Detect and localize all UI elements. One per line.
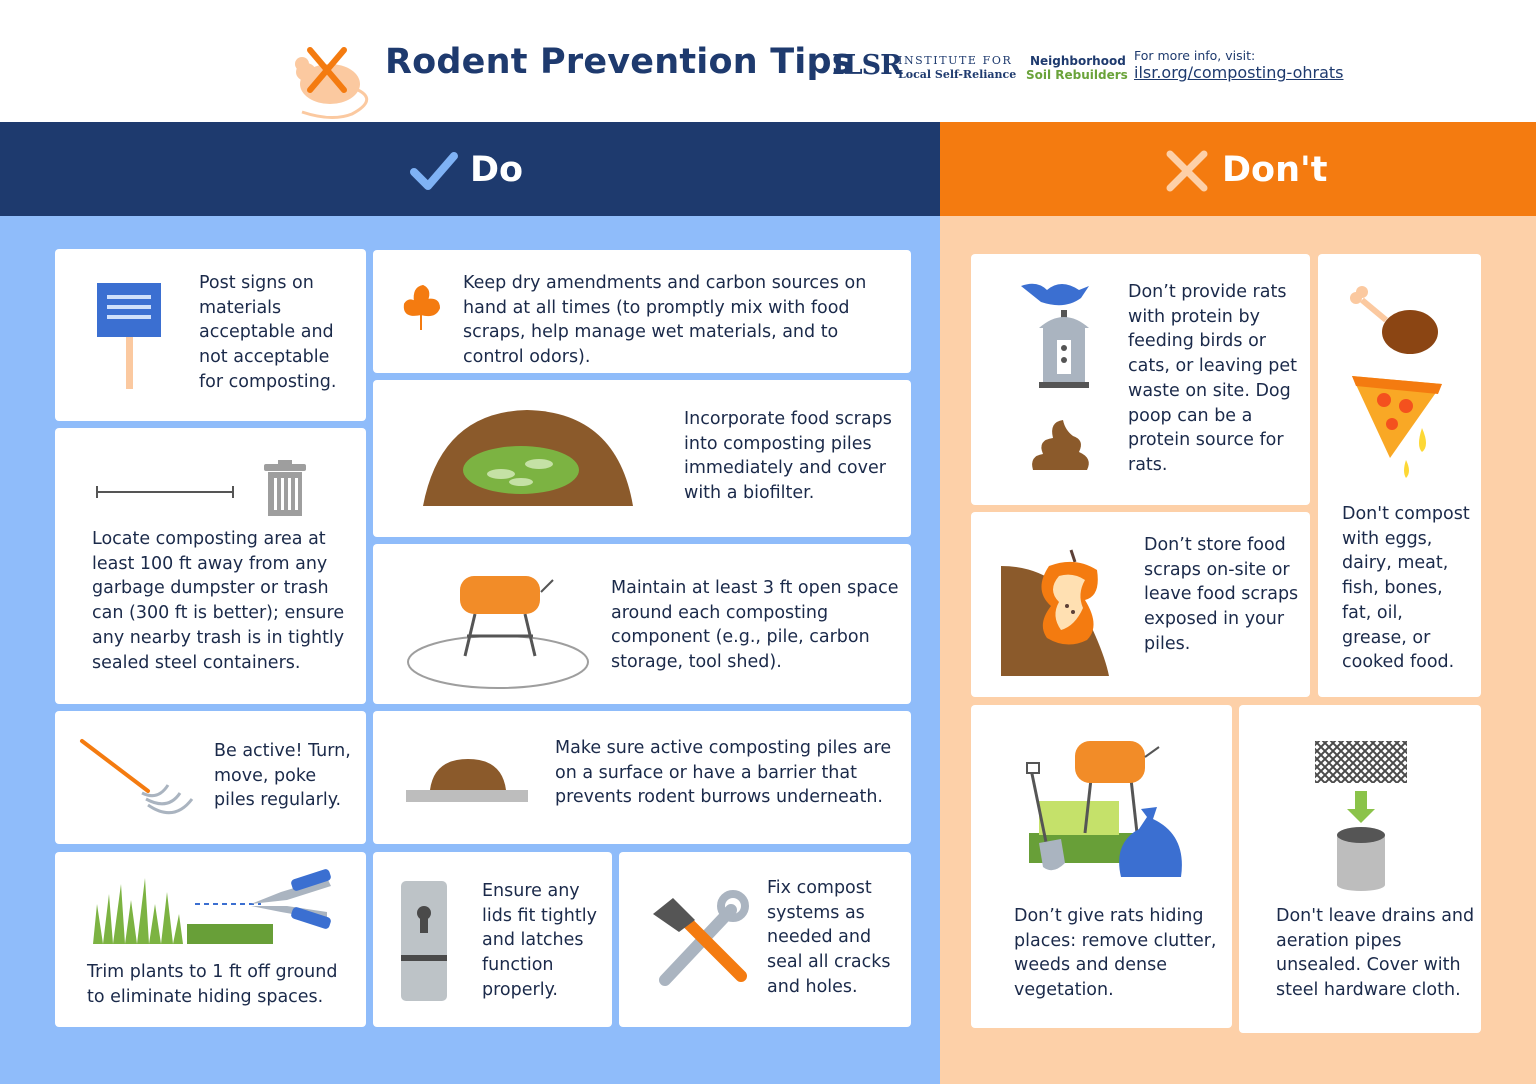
dog-poop-icon bbox=[1029, 416, 1093, 472]
dont-label: Don't bbox=[1222, 150, 1328, 190]
more-info-text: For more info, visit: bbox=[1134, 48, 1256, 63]
tip-text: Keep dry amendments and carbon sources on hand at all times (to promptly mix with food scraps, help manage wet materials, and to control odors). bbox=[463, 273, 867, 368]
tip-card-be-active bbox=[55, 711, 366, 844]
do-label: Do bbox=[470, 150, 524, 190]
distance-line-icon bbox=[95, 485, 235, 499]
compost-tumbler-icon bbox=[405, 572, 595, 692]
tip-card-dry-amendments bbox=[373, 250, 911, 373]
tip-card-no-hiding-places bbox=[971, 705, 1232, 1028]
tools-icon bbox=[649, 892, 749, 992]
ilsr-logo-line1: INSTITUTE FOR bbox=[898, 54, 1013, 67]
page-title: Rodent Prevention Tips bbox=[385, 42, 853, 82]
x-mark-icon bbox=[1166, 150, 1208, 192]
tip-text: Post signs on materials acceptable and not acceptable for composting. bbox=[199, 273, 337, 392]
tip-text: Fix compost systems as needed and seal all cracks and holes. bbox=[767, 878, 891, 997]
tip-text: Trim plants to 1 ft off ground to eliminate hiding spaces. bbox=[87, 962, 338, 1007]
tip-text: Don’t give rats hiding places: remove clutter, weeds and dense vegetation. bbox=[1014, 906, 1217, 1001]
apple-core-on-pile-icon bbox=[1001, 546, 1111, 676]
tip-card-no-protein bbox=[971, 254, 1310, 505]
nsr-logo-line2: Soil Rebuilders bbox=[1026, 68, 1128, 82]
nsr-logo-line1: Neighborhood bbox=[1030, 54, 1126, 68]
tip-card-post-signs bbox=[55, 249, 366, 421]
clutter-icon bbox=[1025, 739, 1195, 889]
tip-card-no-unsealed-drains bbox=[1239, 705, 1481, 1033]
compost-pile-icon bbox=[421, 408, 641, 508]
tip-text: Be active! Turn, move, poke piles regularly. bbox=[214, 741, 351, 811]
tip-text: Maintain at least 3 ft open space around each composting component (e.g., pile, carbon storage, tool shed). bbox=[611, 578, 899, 673]
ilsr-logo: ILSR bbox=[832, 50, 902, 81]
tip-card-no-exposed-scraps bbox=[971, 512, 1310, 697]
tip-card-open-space bbox=[373, 544, 911, 704]
tip-card-surface-barrier bbox=[373, 711, 911, 844]
tip-card-trim-plants bbox=[55, 852, 366, 1027]
tip-text: Don’t provide rats with protein by feeding birds or cats, or leaving pet waste on site. Dog poop can be a protein source for rats. bbox=[1128, 282, 1297, 475]
food-items-icon bbox=[1344, 282, 1454, 482]
pile-on-surface-icon bbox=[406, 757, 530, 807]
bird-feeder-icon bbox=[1017, 276, 1097, 392]
tip-text: Ensure any lids fit tightly and latches function properly. bbox=[482, 881, 597, 1000]
tip-text: Don't compost with eggs, dairy, meat, fish, bones, fat, oil, grease, or cooked food. bbox=[1342, 504, 1470, 673]
tip-text: Locate composting area at least 100 ft away from any garbage dumpster or trash can (300 ft is better); ensure any nearby trash is in tightly sealed steel containers. bbox=[92, 529, 345, 673]
tip-card-locate-area bbox=[55, 428, 366, 704]
more-info-link[interactable]: ilsr.org/composting-ohrats bbox=[1134, 63, 1344, 82]
sign-icon bbox=[95, 279, 165, 389]
ilsr-logo-line2: Local Self-Reliance bbox=[898, 68, 1017, 81]
tip-card-no-meat-dairy bbox=[1318, 254, 1481, 697]
header bbox=[0, 0, 1536, 122]
tip-text: Incorporate food scraps into composting piles immediately and cover with a biofilter. bbox=[684, 409, 892, 504]
tip-card-fix-systems bbox=[619, 852, 911, 1027]
tip-text: Don't leave drains and aeration pipes unsealed. Cover with steel hardware cloth. bbox=[1276, 906, 1475, 1001]
crossed-rat-icon bbox=[282, 42, 382, 122]
pitchfork-icon bbox=[80, 739, 200, 829]
grass-and-shears-icon bbox=[91, 874, 336, 949]
tip-text: Don’t store food scraps on-site or leave food scraps exposed in your piles. bbox=[1144, 535, 1299, 654]
trash-can-icon bbox=[260, 458, 310, 518]
leaf-icon bbox=[399, 284, 445, 332]
latch-icon bbox=[399, 879, 449, 1003]
tip-card-incorporate-scraps bbox=[373, 380, 911, 537]
drain-pipe-icon bbox=[1313, 739, 1413, 889]
checkmark-icon bbox=[410, 152, 460, 192]
tip-card-lids-latches bbox=[373, 852, 612, 1027]
tip-text: Make sure active composting piles are on a surface or have a barrier that prevents rodent burrows underneath. bbox=[555, 738, 892, 808]
